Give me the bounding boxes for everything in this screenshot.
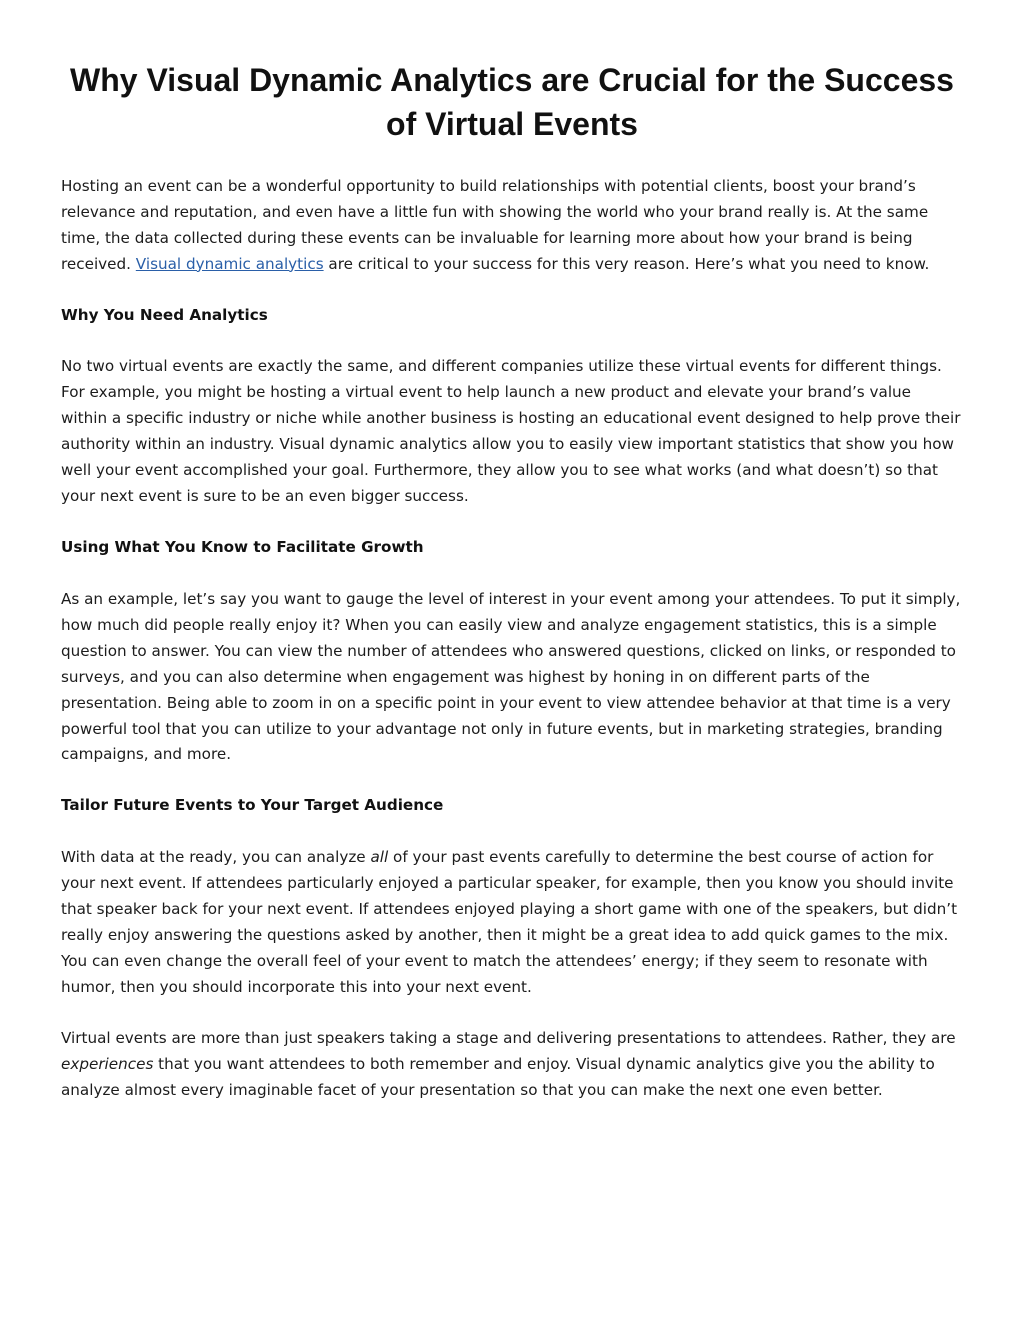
emphasized-word-experiences: experiences	[61, 1054, 154, 1073]
section-paragraph-tailor-future-events	[61, 845, 961, 1000]
emphasized-word-all: all	[370, 848, 389, 866]
intro-text: Hosting an event can be a wonderful opportunity to build relationships with potential clients, boost your brand’s relevance and reputation, and even have a little fun with showing the world who your brand really is. At the same time, the data collected during these events can be invaluable for learning more about how your brand is being received.	[61, 177, 929, 273]
closing-text: Virtual events are more than just speakers taking a stage and delivering presentations to attendees. Rather, they are	[61, 1029, 956, 1047]
section-heading-facilitate-growth: Using What You Know to Facilitate Growth	[61, 538, 424, 556]
section-heading-tailor-future-events: Tailor Future Events to Your Target Audience	[61, 796, 444, 814]
intro-text-after-link: are critical to your success for this very reason. Here’s what you need to know.	[323, 254, 930, 273]
section-heading-why-you-need-analytics: Why You Need Analytics	[61, 306, 268, 324]
closing-paragraph	[61, 1026, 961, 1104]
page-title: Why Visual Dynamic Analytics are Crucial for the Success of Virtual Events	[70, 62, 954, 142]
paragraph-text-continued: of your past events carefully to determine the best course of action for your next event. If attendees particularly enjoyed a particular speaker, for example, then you know you should invite that speaker back for your next event. If attendees enjoyed playing a short game with one of the speakers, but didn’t really enjoy answering the questions asked by another, then it might be a great idea to add quick games to the mix. You can even change the overall feel of your event to match the attendees’ energy; if they seem to resonate with humor, then you should incorporate this into your next event.	[61, 848, 958, 996]
paragraph-text: With data at the ready, you can analyze	[61, 848, 371, 866]
closing-text-continued: that you want attendees to both remember and enjoy. Visual dynamic analytics give you the ability to analyze almost every imaginable facet of your presentation so that you can make the next one even better.	[61, 1054, 935, 1099]
intro-paragraph	[61, 174, 961, 278]
section-paragraph-facilitate-growth: As an example, let’s say you want to gauge the level of interest in your event among your attendees. To put it simply, how much did people really enjoy it? When you can easily view and analyze engagement statistics, this is a simple question to answer. You can view the number of attendees who answered questions, clicked on links, or responded to surveys, and you can also determine when engagement was highest by honing in on different parts of the presentation. Being able to zoom in on a specific point in your event to view attendee behavior at that time is a very powerful tool that you can utilize to your advantage not only in future events, but in marketing strategies, branding campaigns, and more.	[61, 590, 961, 764]
section-paragraph-why-you-need-analytics: No two virtual events are exactly the same, and different companies utilize these virtual events for different things. For example, you might be hosting a virtual event to help launch a new product and elevate your brand’s value within a specific industry or niche while another business is hosting an educational event designed to help prove their authority within an industry. Visual dynamic analytics allow you to easily view important statistics that show you how well your event accomplished your goal. Furthermore, they allow you to see what works (and what doesn’t) so that your next event is sure to be an even bigger success.	[61, 357, 961, 505]
visual-dynamic-analytics-link[interactable]: Visual dynamic analytics	[135, 254, 324, 273]
